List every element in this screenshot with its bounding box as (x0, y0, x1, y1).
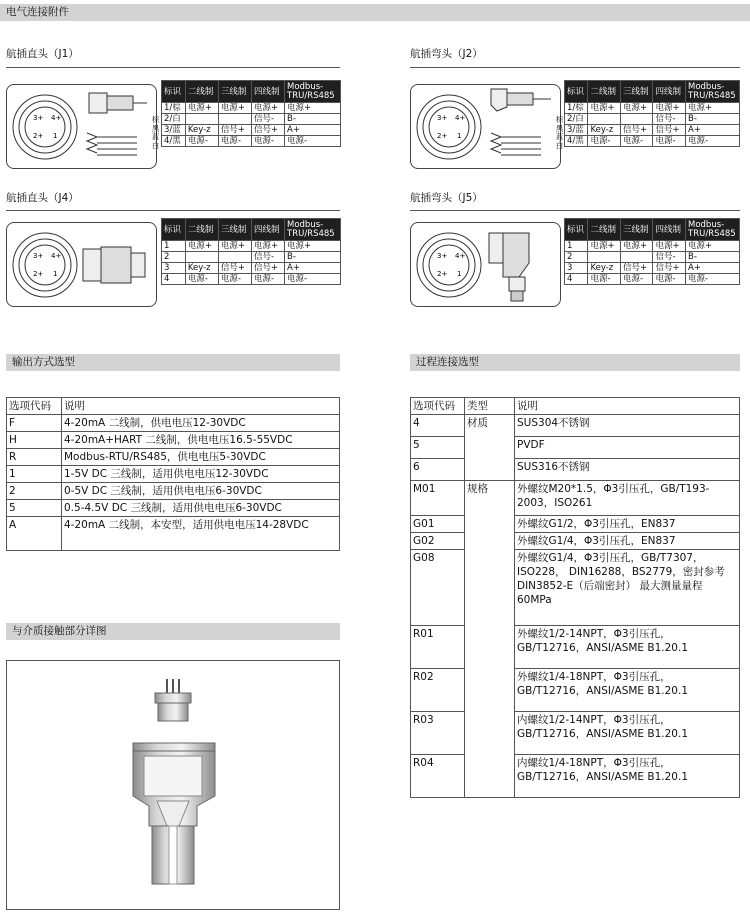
table-row: 4 电源- 电源- 电源- 电源- (565, 274, 740, 285)
connector-j4-title: 航插直头（J4） (6, 192, 79, 204)
divider (6, 67, 340, 68)
svg-text:1: 1 (457, 270, 462, 278)
table-row: 2/白 信号- B- (565, 114, 740, 125)
contact-parts-drawing (6, 660, 340, 910)
table-row: 4/黑 电源- 电源- 电源- 电源- (565, 136, 740, 147)
pin-label-1: 1 (53, 132, 58, 140)
table-row: 3/蓝 Key-z 信号+ 信号+ A+ (565, 125, 740, 136)
table-row: A 4-20mA 二线制，本安型，适用供电电压14-28VDC (7, 517, 340, 551)
svg-text:4+: 4+ (455, 252, 466, 260)
pin-label-2: 2+ (33, 132, 44, 140)
connector-j1-wire-colors: 棕 黑 蓝 白 (151, 115, 160, 150)
svg-text:4+: 4+ (455, 114, 466, 122)
table-row: 6 SUS316不锈钢 (411, 459, 740, 481)
table-row: 3 Key-z 信号+ 信号+ A+ (565, 263, 740, 274)
table-row: 1 1-5V DC 三线制，适用供电电压12-30VDC (7, 466, 340, 483)
table-row: 1 电源+ 电源+ 电源+ 电源+ (162, 241, 341, 252)
connector-j5-table: 标识 二线制 三线制 四线制 Modbus-TRU/RS485 1 电源+ 电源+ 电源+ 电源+ 2 信号- B- 3 Key-z 信号+ 信号+ A+ 4 电源- 电源- 电源- 电源- (564, 218, 740, 285)
table-row: R Modbus-RTU/RS485，供电电压5-30VDC (7, 449, 340, 466)
connector-j1-title: 航插直头（J1） (6, 48, 79, 60)
output-table (6, 397, 340, 551)
connector-j2-title: 航插弯头（J2） (410, 48, 483, 60)
header-title: 电气连接附件 (6, 6, 69, 18)
connector-j4-drawing (6, 222, 157, 307)
svg-text:2+: 2+ (33, 270, 44, 278)
table-row: G08 外螺纹G1/4，Φ3引压孔，GB/T7307，ISO228， DIN16288，BS2779，密封参考DIN3852-E（后端密封） 最大测量量程60MPa (411, 550, 740, 626)
table-row: 1 电源+ 电源+ 电源+ 电源+ (565, 241, 740, 252)
connector-j2-drawing (410, 84, 561, 169)
table-row: 3 Key-z 信号+ 信号+ A+ (162, 263, 341, 274)
table-row: 2 信号- B- (162, 252, 341, 263)
table-row: 4 材质 SUS304不锈钢 (411, 415, 740, 437)
table-header-row: 选项代码 说明 (7, 398, 340, 415)
table-row: H 4-20mA+HART 二线制，供电电压16.5-55VDC (7, 432, 340, 449)
divider (410, 210, 740, 211)
section-header-output: 输出方式选型 (6, 354, 340, 371)
table-row: M01 规格 外螺纹M20*1.5，Φ3引压孔，GB/T193-2003，ISO261 (411, 481, 740, 516)
table-row: R01 外螺纹1/2-14NPT，Φ3引压孔，GB/T12716，ANSI/ASME B1.20.1 (411, 626, 740, 669)
table-row: 3/蓝 Key-z 信号+ 信号+ A+ (162, 125, 341, 136)
connector-j1-table: 标识 二线制 三线制 四线制 Modbus-TRU/RS485 1/棕 电源+ 电源+ 电源+ 电源+ 2/白 信号- B- 3/蓝 Key-z 信号+ 信号+ A+ 4/黑 电源- 电源- 电源- 电源- (161, 80, 341, 147)
table-row: 5 PVDF (411, 437, 740, 459)
pin-label-4: 4+ (51, 114, 62, 122)
table-row: R02 外螺纹1/4-18NPT，Φ3引压孔，GB/T12716，ANSI/ASME B1.20.1 (411, 669, 740, 712)
connector-j4-svg (7, 223, 158, 308)
table-row: 1/棕 电源+ 电源+ 电源+ 电源+ (162, 103, 341, 114)
section-header-electrical (0, 4, 750, 21)
connector-j1-svg (7, 85, 158, 170)
svg-text:1: 1 (53, 270, 58, 278)
connector-j5-svg (411, 223, 562, 308)
connector-j2-svg (411, 85, 562, 170)
connector-j4-table: 标识 二线制 三线制 四线制 Modbus-TRU/RS485 1 电源+ 电源+ 电源+ 电源+ 2 信号- B- 3 Key-z 信号+ 信号+ A+ 4 电源- 电源- 电源- 电源- (161, 218, 341, 285)
svg-text:2+: 2+ (437, 270, 448, 278)
pin-label-3: 3+ (33, 114, 44, 122)
table-row: 2 0-5V DC 三线制，适用供电电压6-30VDC (7, 483, 340, 500)
connector-j2-wire-colors: 棕 黑 蓝 白 (555, 115, 564, 150)
svg-text:3+: 3+ (437, 114, 448, 122)
svg-text:4+: 4+ (51, 252, 62, 260)
svg-text:3+: 3+ (33, 252, 44, 260)
table-row: R03 内螺纹1/2-14NPT，Φ3引压孔，GB/T12716，ANSI/ASME B1.20.1 (411, 712, 740, 755)
connector-j2-table: 标识 二线制 三线制 四线制 Modbus-TRU/RS485 1/棕 电源+ 电源+ 电源+ 电源+ 2/白 信号- B- 3/蓝 Key-z 信号+ 信号+ A+ 4/黑 电源- 电源- 电源- 电源- (564, 80, 740, 147)
svg-text:2+: 2+ (437, 132, 448, 140)
svg-text:3+: 3+ (437, 252, 448, 260)
divider (6, 210, 340, 211)
table-row: G02 外螺纹G1/4，Φ3引压孔，EN837 (411, 533, 740, 550)
connector-j5-drawing (410, 222, 561, 307)
table-row: R04 内螺纹1/4-18NPT，Φ3引压孔，GB/T12716，ANSI/ASME B1.20.1 (411, 755, 740, 798)
table-header-row: 选项代码 类型 说明 (411, 398, 740, 415)
table-row: 2 信号- B- (565, 252, 740, 263)
connector-j5-title: 航插弯头（J5） (410, 192, 483, 204)
svg-text:1: 1 (457, 132, 462, 140)
table-row: 1/棕 电源+ 电源+ 电源+ 电源+ (565, 103, 740, 114)
section-header-contact: 与介质接触部分详图 (6, 623, 340, 640)
process-table (410, 397, 740, 798)
sensor-cross-section-svg (7, 661, 339, 909)
table-row: 5 0.5-4.5V DC 三线制，适用供电电压6-30VDC (7, 500, 340, 517)
table-row: F 4-20mA 二线制，供电电压12-30VDC (7, 415, 340, 432)
connector-j1-drawing (6, 84, 157, 169)
table-row: 4 电源- 电源- 电源- 电源- (162, 274, 341, 285)
divider (410, 67, 740, 68)
table-row: 2/白 信号- B- (162, 114, 341, 125)
table-row: 4/黑 电源- 电源- 电源- 电源- (162, 136, 341, 147)
table-row: G01 外螺纹G1/2，Φ3引压孔，EN837 (411, 516, 740, 533)
section-header-process: 过程连接选型 (410, 354, 740, 371)
